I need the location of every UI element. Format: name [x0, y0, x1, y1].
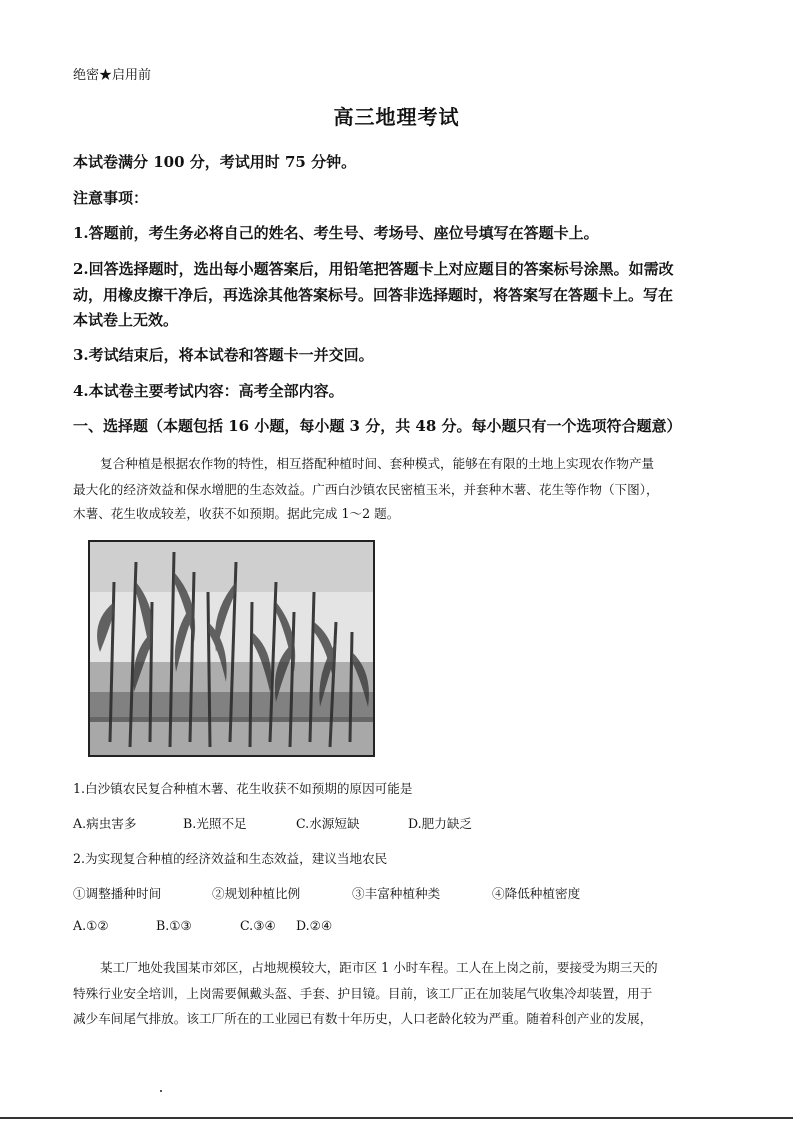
passage-1-line-1: 复合种植是根据农作物的特性，相互搭配种植时间、套种模式，能够在有限的土地上实现农作物产量	[100, 456, 655, 471]
score-line: 本试卷满分 100 分，考试用时 75 分钟。	[73, 153, 357, 171]
q1-option-a: A.病虫害多	[73, 816, 137, 831]
q2-option-d: D.②④	[296, 918, 333, 933]
q1-option-c: C.水源短缺	[296, 816, 360, 831]
passage-1-line-2: 最大化的经济效益和保水增肥的生态效益。广西白沙镇农民密植玉米，并套种木薯、花生等作物（下图），	[73, 482, 659, 497]
q1-option-d: D.肥力缺乏	[408, 816, 473, 831]
scan-dot	[160, 1090, 162, 1092]
notes-title: 注意事项：	[73, 189, 149, 207]
note-4: 4.本试卷主要考试内容：高考全部内容。	[73, 382, 344, 400]
bottom-rule	[0, 1117, 793, 1119]
passage-2-line-2: 特殊行业安全培训，上岗需要佩戴头盔、手套、护目镜。目前，该工厂正在加装尾气收集冷却装置，用于	[73, 986, 653, 1001]
passage-2-line-3: 减少车间尾气排放。该工厂所在的工业园已有数十年历史，人口老龄化较为严重。随着科创产业的发展，	[73, 1011, 653, 1026]
passage-2-line-1: 某工厂地处我国某市郊区，占地规模较大，距市区 1 小时车程。工人在上岗之前，要接受为期三天的	[100, 960, 658, 975]
q2-option-b: B.①③	[156, 918, 192, 933]
q2-option-a: A.①②	[73, 918, 109, 933]
q1-option-b: B.光照不足	[183, 816, 247, 831]
cornfield-photo	[88, 540, 375, 757]
q2-item-1: ①调整播种时间	[73, 886, 162, 901]
q2-item-4: ④降低种植密度	[492, 886, 581, 901]
exam-title: 高三地理考试	[333, 105, 460, 129]
q2-option-c: C.③④	[240, 918, 276, 933]
cornfield-image	[90, 542, 373, 755]
note-2-line-1: 2.回答选择题时，选出每小题答案后，用铅笔把答题卡上对应题目的答案标号涂黑。如需改	[73, 260, 674, 278]
q2-item-3: ③丰富种植种类	[352, 886, 441, 901]
confidential-label: 绝密★启用前	[73, 68, 152, 83]
q2-item-2: ②规划种植比例	[212, 886, 301, 901]
section-heading: 一、选择题（本题包括 16 小题，每小题 3 分，共 48 分。每小题只有一个选项符合题意）	[73, 417, 682, 435]
note-2-line-3: 本试卷上无效。	[73, 311, 179, 329]
question-1-stem: 1.白沙镇农民复合种植木薯、花生收获不如预期的原因可能是	[73, 781, 413, 796]
note-1: 1.答题前，考生务必将自己的姓名、考生号、考场号、座位号填写在答题卡上。	[73, 224, 599, 242]
note-3: 3.考试结束后，将本试卷和答题卡一并交回。	[73, 346, 374, 364]
passage-1-line-3: 木薯、花生收成较差，收获不如预期。据此完成 1～2 题。	[73, 506, 400, 521]
question-2-stem: 2.为实现复合种植的经济效益和生态效益，建议当地农民	[73, 851, 388, 866]
note-2-line-2: 动，用橡皮擦干净后，再选涂其他答案标号。回答非选择题时，将答案写在答题卡上。写在	[73, 286, 674, 304]
